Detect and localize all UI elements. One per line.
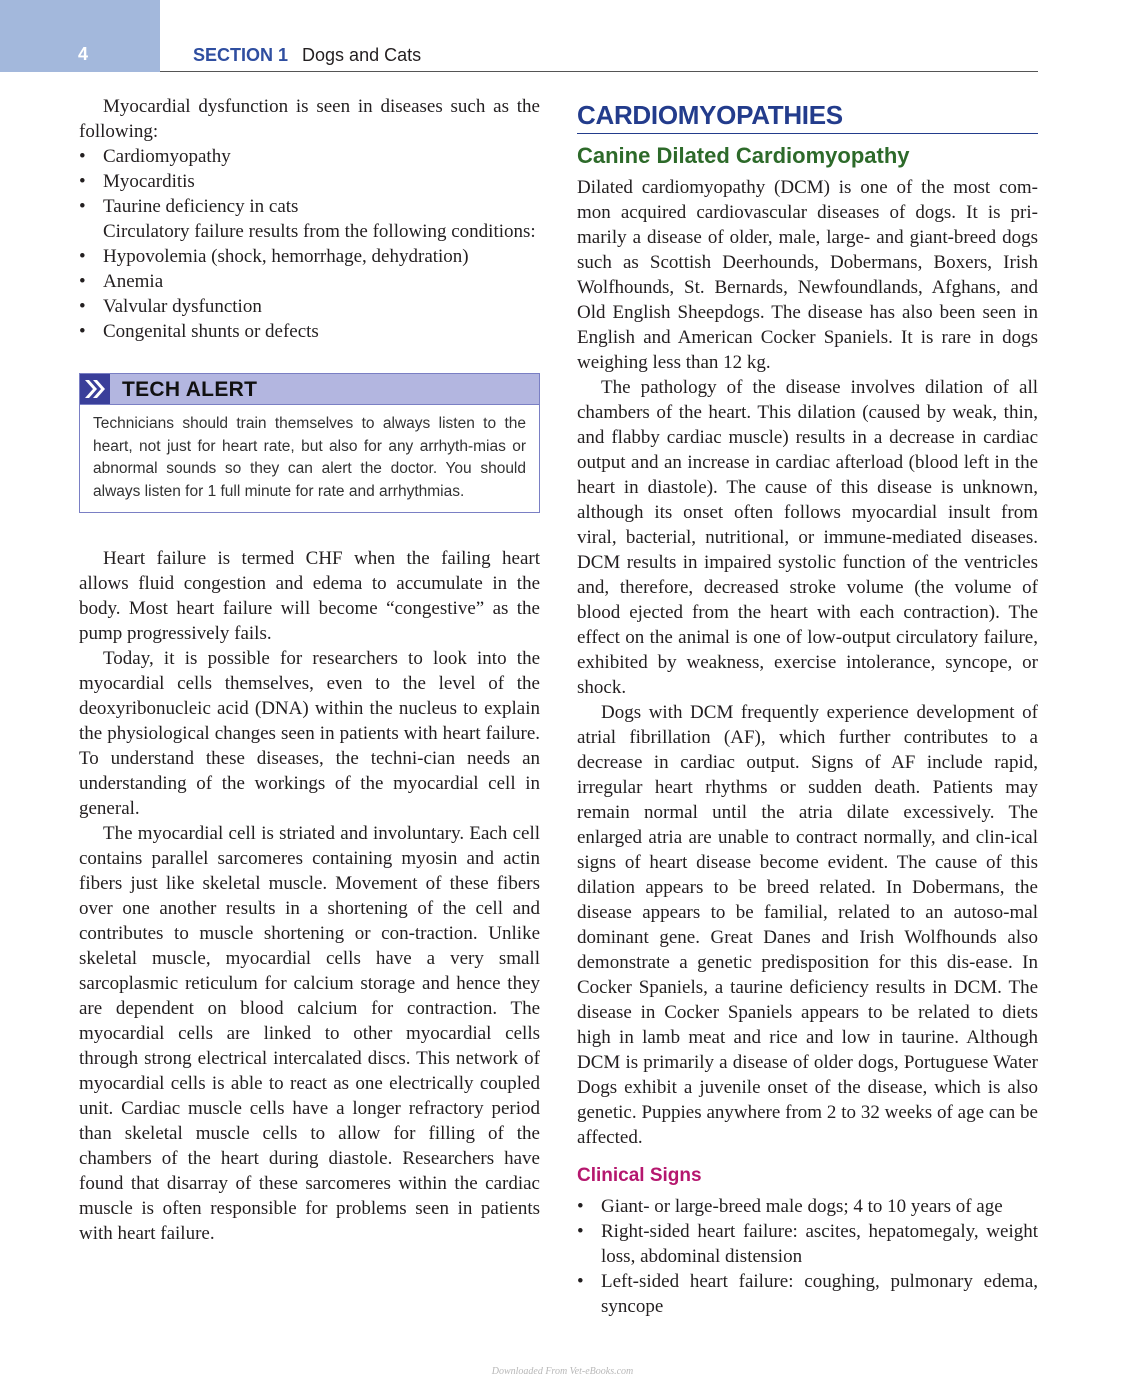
bullet-icon: • — [577, 1221, 584, 1242]
bullet-icon: • — [79, 321, 86, 342]
bullet-icon: • — [79, 171, 86, 192]
tech-alert-box — [79, 373, 540, 513]
bullet-icon: • — [79, 146, 86, 167]
tech-alert-title: TECH ALERT — [122, 378, 258, 401]
subsection-heading: Canine Dilated Cardiomyopathy — [577, 143, 910, 168]
list-item: • Right-sided heart failure: ascites, hepatomegaly, weight loss, abdominal distension — [577, 1221, 1038, 1267]
body-paragraph: The myocardial cell is striated and involuntary. Each cell contains parallel sarcomeres containing myosin and actin fibers just like skeletal muscle. Movement of these fibers over one another results in a shortening of the cell and contributes to muscle shortening or con-traction. Unlike skeletal muscle, myocardial cells have a very small sarcoplasmic reticulum for calcium storage and hence they are dependent on blood calcium for contraction. The myocardial cells are linked to other myocardial cells through strong electrical intercalated discs. This network of myocardial cells is able to react as one electrically coupled unit. Cardiac muscle cells have a longer refractory period than skeletal muscle cells to allow for filling of the chambers of the heart during diastole. Researchers have found that disarray of these sarcomeres within the cardiac muscle is often responsible for problems seen in patients with heart failure. — [79, 822, 540, 1244]
body-paragraph: Dilated cardiomyopathy (DCM) is one of the most com-mon acquired cardiovascular diseases of dogs. It is pri-marily a disease of older, male, large- and giant-breed dogs such as Scottish Deerhounds, Dobermans, Boxers, Irish Wolfhounds, St. Bernards, Newfoundlands, Afghans, and Old English Sheepdogs. The disease has also been seen in English and American Cocker Spaniels. It is rare in dogs weighing less than 12 kg. — [577, 177, 1038, 373]
tech-alert-body: Technicians should train themselves to always listen to the heart, not just for heart rate, but also for any arrhyth-mias or abnormal sounds so they can alert the doctor. You should always listen for 1 full minute for rate and arrhythmias. — [79, 405, 540, 513]
body-paragraph: Heart failure is termed CHF when the failing heart allows fluid congestion and edema to accumulate in the body. Most heart failure will become “congestive” as the pump progressively fails. — [79, 547, 540, 644]
list-item: • Taurine deficiency in cats — [79, 196, 299, 217]
intro-paragraph: Myocardial dysfunction is seen in diseases such as the following: — [79, 96, 540, 142]
circulatory-intro: Circulatory failure results from the following conditions: — [103, 221, 536, 242]
bullet-icon: • — [577, 1196, 584, 1217]
clinical-signs-heading: Clinical Signs — [577, 1165, 702, 1186]
list-item: • Giant- or large-breed male dogs; 4 to 10 years of age — [577, 1196, 1003, 1217]
list-item: • Myocarditis — [79, 171, 195, 192]
list-item: • Left-sided heart failure: coughing, pulmonary edema, syncope — [577, 1271, 1038, 1317]
header-rule — [160, 71, 1038, 72]
circulatory-failure-list — [79, 244, 540, 344]
left-column — [79, 94, 540, 1246]
right-column — [577, 100, 1038, 1319]
clinical-signs-list — [577, 1194, 1038, 1319]
body-paragraph: Today, it is possible for researchers to look into the myocardial cells themselves, even to the level of the deoxyribonucleic acid (DNA) within the nucleus to explain the physiological changes seen in patients with heart failure. To understand these diseases, the techni-cian needs an understanding of the workings of the myocardial cell in general. — [79, 647, 540, 819]
tech-alert-header — [79, 373, 540, 405]
running-head — [193, 45, 421, 66]
bullet-icon: • — [79, 296, 86, 317]
list-item: • Valvular dysfunction — [79, 296, 262, 317]
section-label: SECTION 1 — [193, 45, 289, 65]
list-item: • Anemia — [79, 271, 164, 292]
bullet-icon: • — [577, 1271, 584, 1292]
section-title: Dogs and Cats — [302, 45, 422, 65]
bullet-icon: • — [79, 196, 86, 217]
double-chevron-icon — [80, 374, 110, 404]
myocardial-dysfunction-list — [79, 144, 540, 219]
bullet-icon: • — [79, 271, 86, 292]
list-item: • Congenital shunts or defects — [79, 321, 319, 342]
list-item: • Cardiomyopathy — [79, 146, 231, 167]
download-footer: Downloaded From Vet-eBooks.com — [491, 1366, 634, 1377]
list-item: • Hypovolemia (shock, hemorrhage, dehydration) — [79, 246, 469, 267]
body-paragraph: Dogs with DCM frequently experience development of atrial fibrillation (AF), which further contributes to a decrease in cardiac output. Signs of AF include rapid, irregular heart rhythms or sudden death. Patients may remain normal until the atria dilate excessively. The enlarged atria are unable to contract normally, and clin-ical signs of heart disease become evident. The cause of this dilation appears to be breed related. In Dobermans, the disease appears to be familial, related to an autoso-mal dominant gene. Great Danes and Irish Wolfhounds also demonstrate a genetic predisposition for this dis-ease. In Cocker Spaniels, a taurine deficiency results in DCM. The disease in Cocker Spaniels appears to be related to diets high in lamb meat and rice and low in taurine. Although DCM is primarily a disease of older dogs, Portuguese Water Dogs exhibit a juvenile onset of the disease, which is also genetic. Puppies anywhere from 2 to 32 weeks of age can be affected. — [577, 702, 1038, 1148]
page-number: 4 — [78, 44, 89, 64]
bullet-icon: • — [79, 246, 86, 267]
section-heading: CARDIOMYOPATHIES — [577, 100, 1038, 134]
body-paragraph: The pathology of the disease involves dilation of all chambers of the heart. This dilation (caused by weak, thin, and flabby cardiac muscle) results in a decrease in cardiac output and an increase in cardiac afterload (blood left in the heart in diastole). The cause of this disease is unknown, although its onset often follows myocardial insult from viral, bacterial, nutritional, or immune-mediated diseases. DCM results in impaired systolic function of the ventricles and, therefore, decreased stroke volume (the volume of blood ejected from the heart with each contraction). The effect on the animal is one of low-output circulatory failure, exhibited by weakness, exercise intolerance, syncope, or shock. — [577, 377, 1038, 698]
